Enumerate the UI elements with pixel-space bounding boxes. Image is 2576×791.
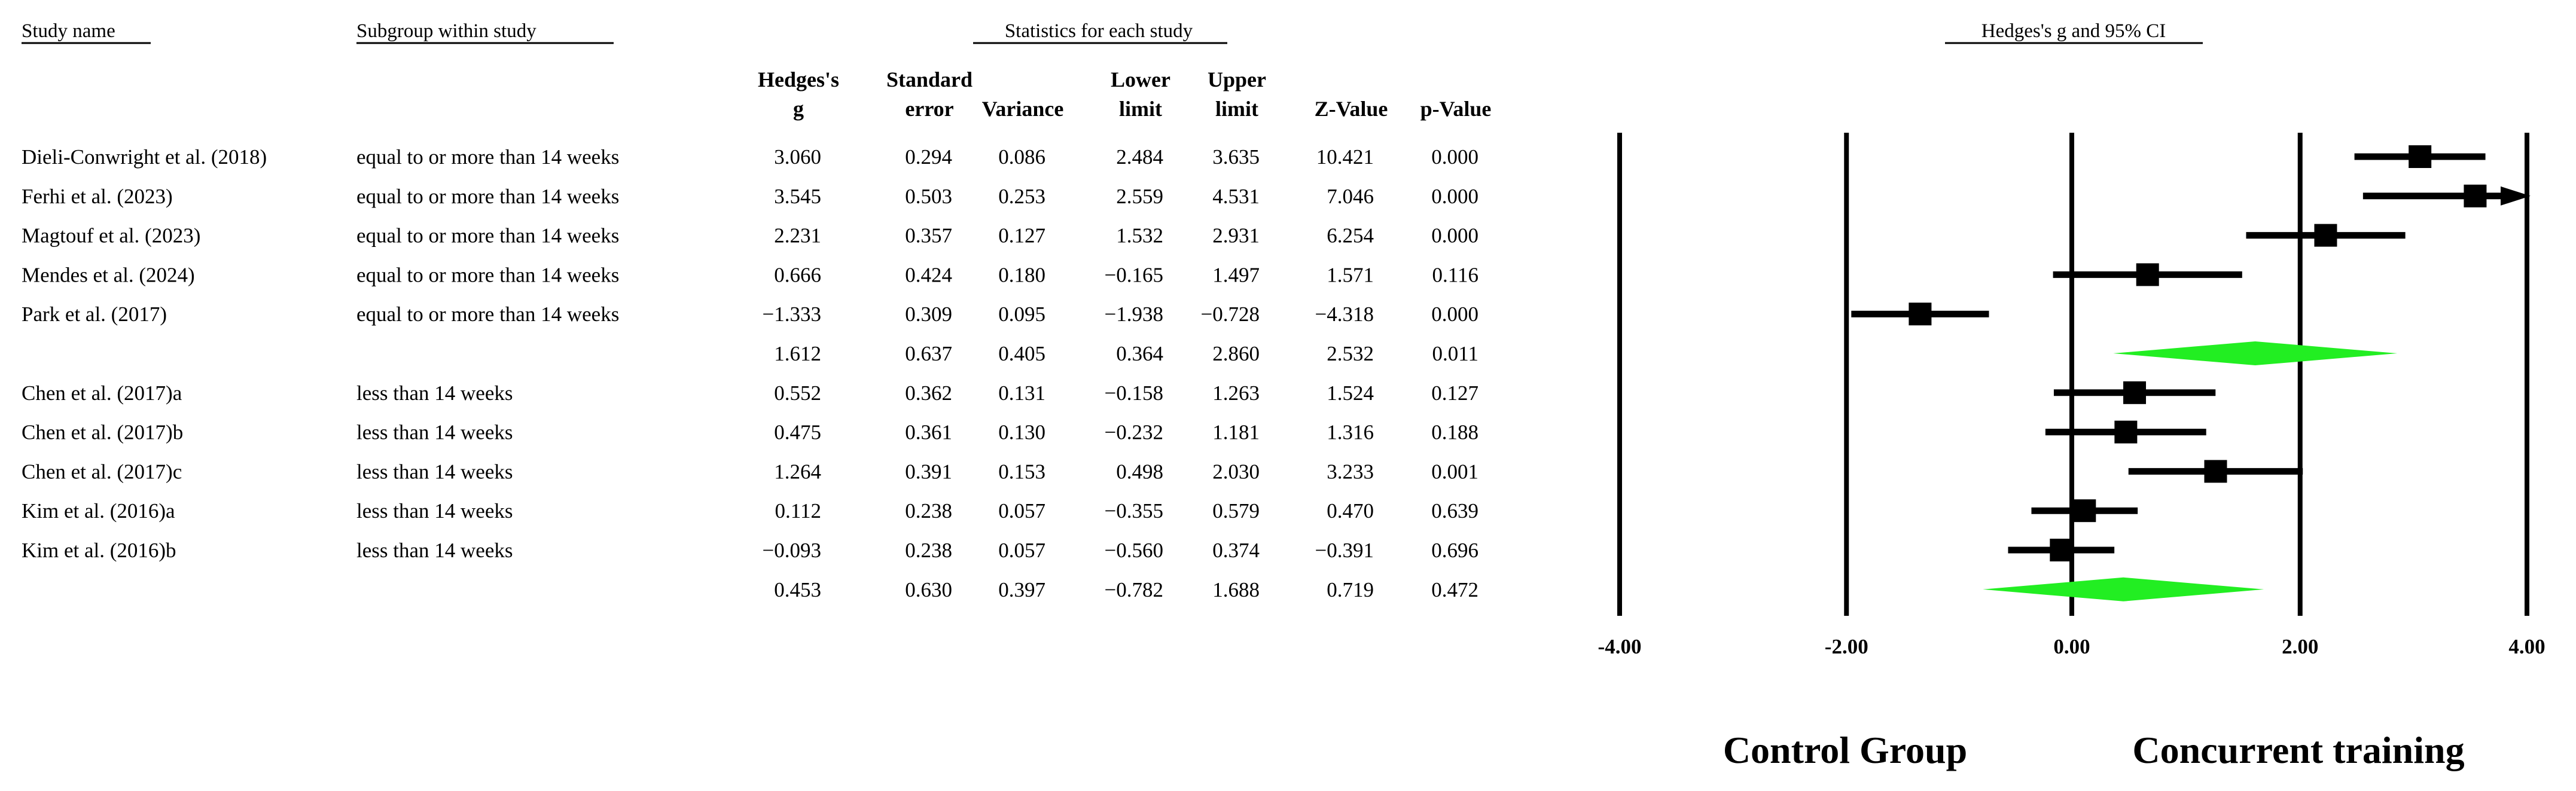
column-header-upper: limit <box>1215 97 1258 121</box>
effect-marker <box>2136 263 2159 286</box>
cell-z: 7.046 <box>1327 184 1374 208</box>
study-name: Chen et al. (2017)a <box>22 381 182 405</box>
column-header-g: Hedges's <box>757 68 840 91</box>
cell-lower: 1.532 <box>1116 224 1163 248</box>
axis-tick-label: -2.00 <box>1824 635 1868 658</box>
cell-lower: −0.782 <box>1104 578 1163 601</box>
cell-var: 0.131 <box>998 381 1045 405</box>
cell-z: −4.318 <box>1315 303 1374 326</box>
cell-g: −1.333 <box>762 303 821 326</box>
column-header-upper: Upper <box>1208 68 1266 91</box>
effect-marker <box>2123 381 2146 404</box>
cell-se: 0.637 <box>905 342 952 365</box>
cell-var: 0.057 <box>998 539 1045 562</box>
cell-g: 3.060 <box>774 145 821 169</box>
cell-p: 0.127 <box>1431 381 1478 405</box>
cell-g: 0.666 <box>774 263 821 287</box>
effect-marker <box>2314 224 2337 247</box>
cell-g: 0.453 <box>774 578 821 601</box>
column-headers <box>758 68 1491 121</box>
cell-var: 0.086 <box>998 145 1045 169</box>
cell-z: 10.421 <box>1316 145 1374 169</box>
cell-upper: −0.728 <box>1200 303 1260 326</box>
cell-p: 0.000 <box>1431 303 1478 326</box>
cell-p: 0.472 <box>1431 578 1478 601</box>
subgroup-label: less than 14 weeks <box>356 539 513 562</box>
cell-lower: −0.165 <box>1104 263 1163 287</box>
statistics-header: Statistics for each study <box>1004 20 1193 42</box>
cell-z: 0.470 <box>1327 499 1374 523</box>
table-rows <box>22 145 1478 601</box>
subgroup-header: Subgroup within study <box>356 20 536 42</box>
study-name-header: Study name <box>22 20 115 42</box>
subgroup-label: equal to or more than 14 weeks <box>356 224 620 248</box>
cell-var: 0.095 <box>998 303 1045 326</box>
cell-z: 0.719 <box>1327 578 1374 601</box>
cell-se: 0.361 <box>905 420 952 444</box>
cell-upper: 0.374 <box>1212 539 1260 562</box>
cell-lower: 2.484 <box>1116 145 1163 169</box>
cell-se: 0.391 <box>905 460 952 484</box>
subgroup-label: less than 14 weeks <box>356 420 513 444</box>
cell-g: 1.612 <box>774 342 821 365</box>
effect-marker <box>2114 421 2137 444</box>
cell-z: 6.254 <box>1327 224 1374 248</box>
effect-marker <box>2409 145 2431 168</box>
subgroup-label: equal to or more than 14 weeks <box>356 145 620 169</box>
cell-z: 1.524 <box>1327 381 1374 405</box>
study-name: Ferhi et al. (2023) <box>22 184 173 208</box>
cell-var: 0.397 <box>998 578 1045 601</box>
cell-upper: 1.688 <box>1212 578 1260 601</box>
cell-g: 0.112 <box>775 499 821 523</box>
cell-g: 2.231 <box>774 224 821 248</box>
subgroup-label: equal to or more than 14 weeks <box>356 263 620 287</box>
concurrent-training-label: Concurrent training <box>2132 729 2465 771</box>
cell-upper: 3.635 <box>1212 145 1260 169</box>
subgroup-label: less than 14 weeks <box>356 381 513 405</box>
effect-marker <box>2204 460 2227 482</box>
subgroup-label: less than 14 weeks <box>356 499 513 523</box>
cell-upper: 1.497 <box>1212 263 1260 287</box>
cell-se: 0.357 <box>905 224 952 248</box>
cell-p: 0.639 <box>1431 499 1478 523</box>
column-header-se: error <box>905 97 954 121</box>
cell-lower: −0.355 <box>1104 499 1163 523</box>
subgroup-label: equal to or more than 14 weeks <box>356 303 620 326</box>
control-group-label: Control Group <box>1723 729 1968 771</box>
cell-var: 0.127 <box>998 224 1045 248</box>
subgroup-label: less than 14 weeks <box>356 460 513 484</box>
study-name: Chen et al. (2017)b <box>22 420 184 444</box>
cell-p: 0.011 <box>1432 342 1478 365</box>
cell-se: 0.238 <box>905 499 952 523</box>
axis-tick-label: 4.00 <box>2508 635 2545 658</box>
study-name: Kim et al. (2016)a <box>22 499 175 523</box>
cell-se: 0.362 <box>905 381 952 405</box>
cell-upper: 1.181 <box>1212 420 1260 444</box>
effect-marker <box>1909 303 1931 325</box>
study-name: Park et al. (2017) <box>22 303 167 326</box>
cell-z: −0.391 <box>1315 539 1374 562</box>
column-header-se: Standard <box>886 68 973 91</box>
cell-var: 0.180 <box>998 263 1045 287</box>
cell-lower: 0.364 <box>1116 342 1163 365</box>
column-header-p: p-Value <box>1420 97 1492 121</box>
cell-var: 0.253 <box>998 184 1045 208</box>
cell-g: 1.264 <box>774 460 821 484</box>
cell-p: 0.696 <box>1431 539 1478 562</box>
column-header-lower: Lower <box>1111 68 1170 91</box>
cell-upper: 2.030 <box>1212 460 1260 484</box>
effect-marker <box>2073 499 2096 522</box>
cell-g: 0.552 <box>774 381 821 405</box>
effect-marker <box>2050 539 2072 561</box>
cell-g: −0.093 <box>762 539 821 562</box>
cell-var: 0.130 <box>998 420 1045 444</box>
cell-var: 0.405 <box>998 342 1045 365</box>
cell-lower: −0.158 <box>1104 381 1163 405</box>
cell-p: 0.000 <box>1431 145 1478 169</box>
cell-p: 0.116 <box>1432 263 1478 287</box>
study-name: Chen et al. (2017)c <box>22 460 182 484</box>
cell-g: 0.475 <box>774 420 821 444</box>
study-name: Kim et al. (2016)b <box>22 539 176 562</box>
cell-upper: 2.860 <box>1212 342 1260 365</box>
cell-se: 0.294 <box>905 145 952 169</box>
cell-lower: −0.232 <box>1104 420 1163 444</box>
study-name: Dieli-Conwright et al. (2018) <box>22 145 267 169</box>
study-name: Mendes et al. (2024) <box>22 263 195 287</box>
ci-header: Hedges's g and 95% CI <box>1981 20 2166 42</box>
summary-diamond <box>2113 341 2397 365</box>
effect-marker <box>2464 185 2486 207</box>
cell-upper: 2.931 <box>1212 224 1260 248</box>
cell-z: 1.316 <box>1327 420 1374 444</box>
subgroup-label: equal to or more than 14 weeks <box>356 184 620 208</box>
forest-graph <box>1598 133 2545 658</box>
column-header-g: g <box>793 97 804 121</box>
cell-var: 0.153 <box>998 460 1045 484</box>
cell-z: 2.532 <box>1327 342 1374 365</box>
cell-se: 0.424 <box>905 263 952 287</box>
cell-z: 1.571 <box>1327 263 1374 287</box>
cell-var: 0.057 <box>998 499 1045 523</box>
summary-diamond <box>1983 578 2264 601</box>
cell-lower: 2.559 <box>1116 184 1163 208</box>
cell-p: 0.188 <box>1431 420 1478 444</box>
column-header-z: Z-Value <box>1314 97 1388 121</box>
cell-upper: 0.579 <box>1212 499 1260 523</box>
cell-lower: −1.938 <box>1104 303 1163 326</box>
axis-tick-label: 0.00 <box>2053 635 2090 658</box>
cell-lower: −0.560 <box>1104 539 1163 562</box>
study-name: Magtouf et al. (2023) <box>22 224 201 248</box>
cell-upper: 1.263 <box>1212 381 1260 405</box>
cell-se: 0.503 <box>905 184 952 208</box>
cell-se: 0.309 <box>905 303 952 326</box>
cell-p: 0.000 <box>1431 184 1478 208</box>
cell-p: 0.001 <box>1431 460 1478 484</box>
cell-se: 0.630 <box>905 578 952 601</box>
axis-tick-label: 2.00 <box>2282 635 2319 658</box>
axis-tick-label: -4.00 <box>1598 635 1642 658</box>
cell-g: 3.545 <box>774 184 821 208</box>
cell-upper: 4.531 <box>1212 184 1260 208</box>
cell-z: 3.233 <box>1327 460 1374 484</box>
cell-lower: 0.498 <box>1116 460 1163 484</box>
cell-p: 0.000 <box>1431 224 1478 248</box>
column-header-var: Variance <box>981 97 1064 121</box>
column-header-lower: limit <box>1119 97 1162 121</box>
cell-se: 0.238 <box>905 539 952 562</box>
